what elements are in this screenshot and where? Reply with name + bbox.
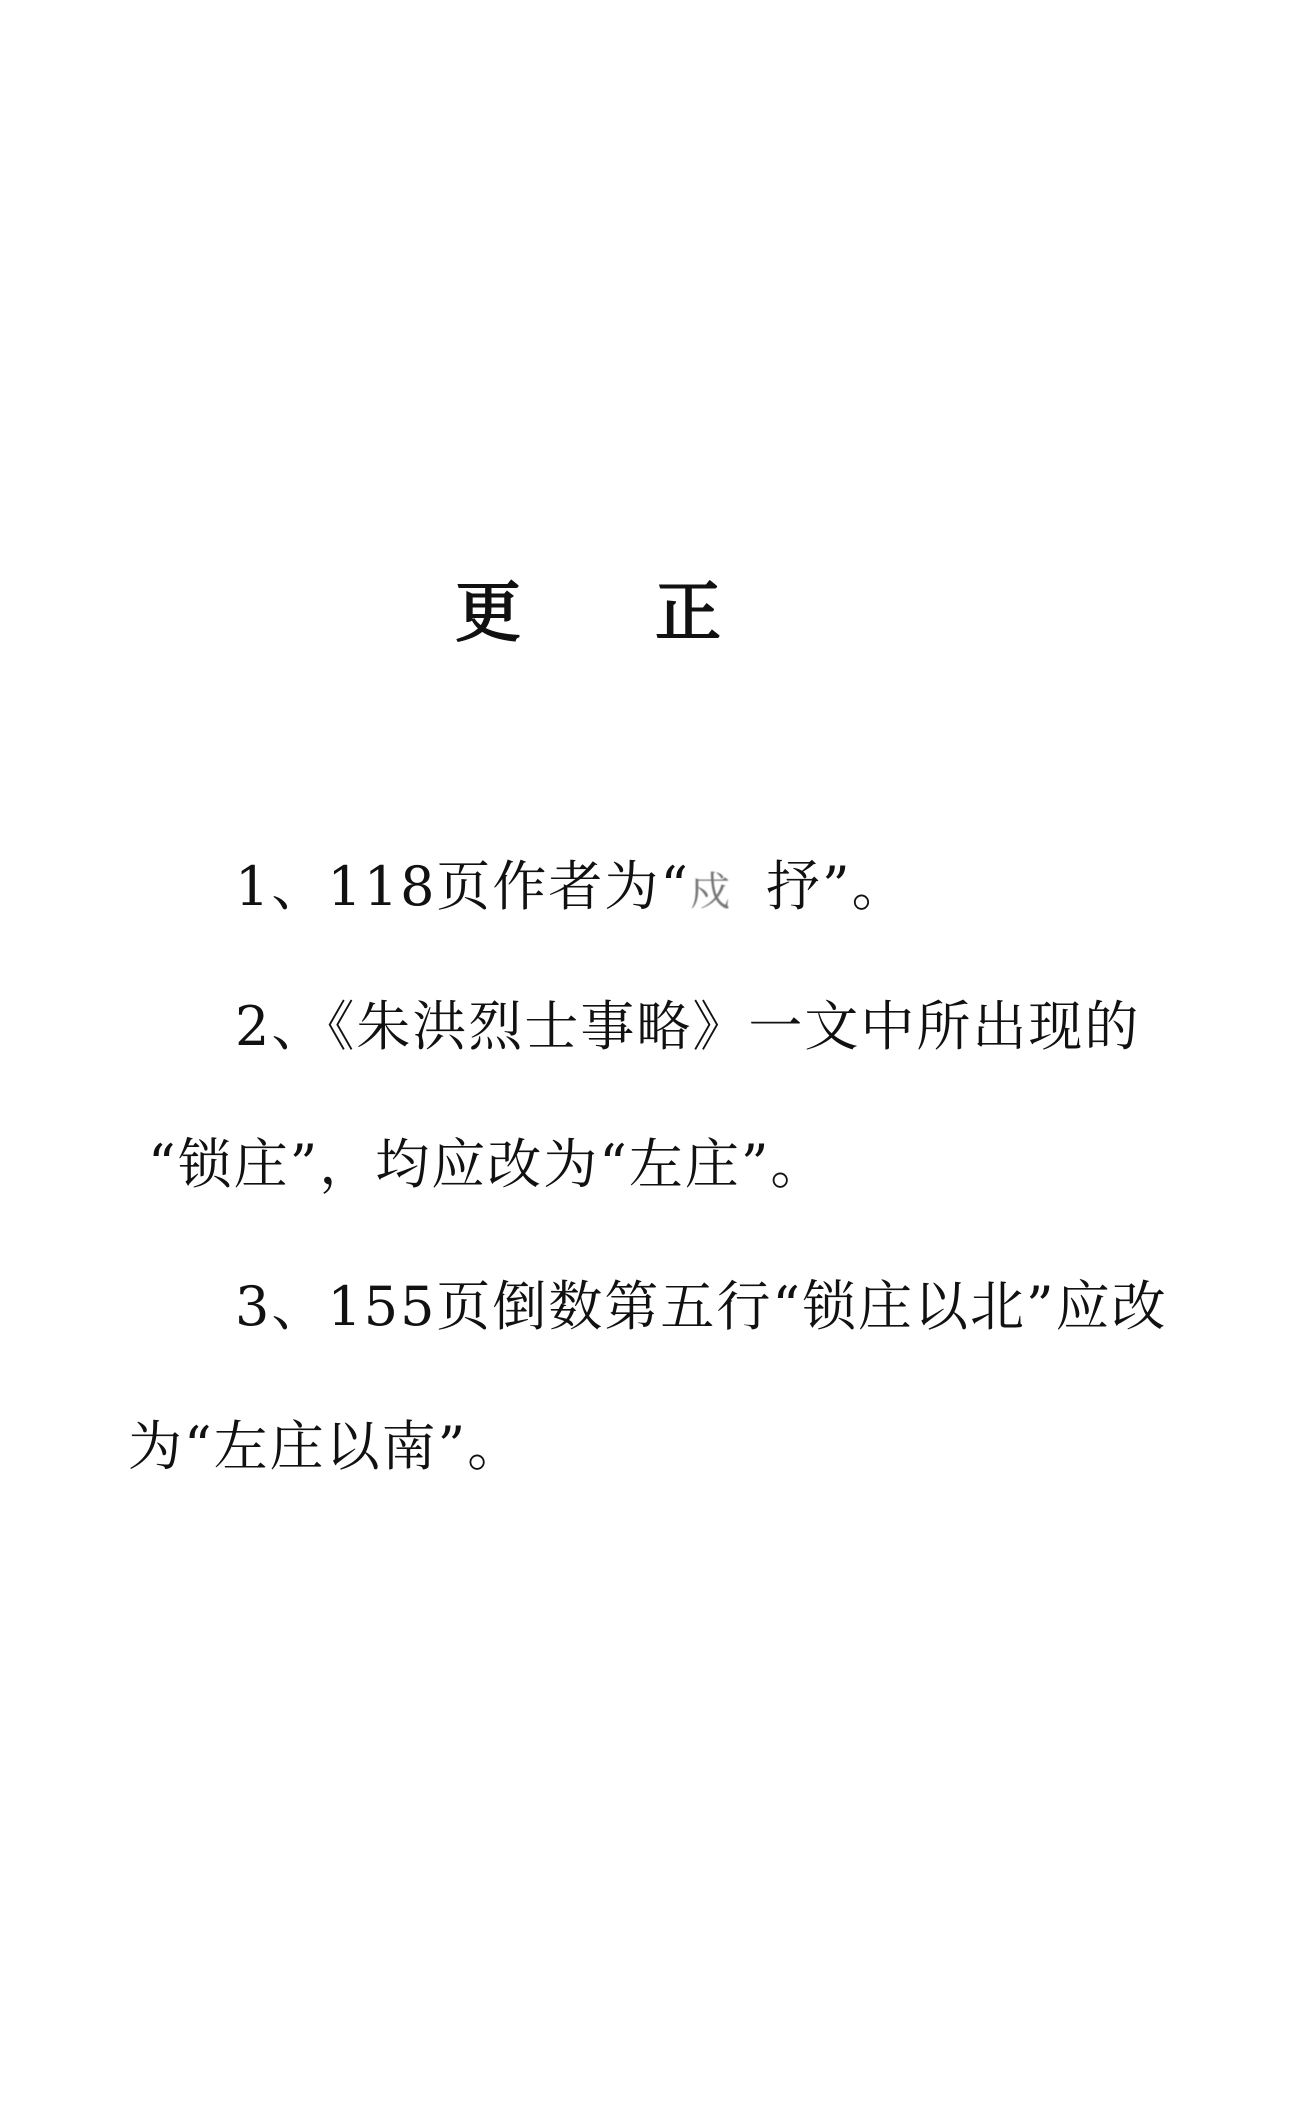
page-title bbox=[455, 568, 755, 658]
correction-item-2-line-1: 2、《朱洪烈士事略》一文中所出现的 bbox=[235, 995, 1141, 1058]
correction-item-1 bbox=[235, 852, 908, 927]
correction-item-3-line-1: 3、155页倒数第五行“锁庄以北”应改 bbox=[235, 1275, 1168, 1338]
title-char-2: 正 bbox=[655, 574, 721, 651]
title-char-1: 更 bbox=[455, 574, 521, 651]
correction-item-1-suffix: 抒”。 bbox=[766, 855, 908, 918]
correction-item-1-prefix: 1、118页作者为“ bbox=[235, 855, 691, 918]
correction-item-1-smudged-char: 戍 bbox=[690, 869, 733, 915]
correction-item-2-line-2: “锁庄”，均应改为“左庄”。 bbox=[148, 1133, 827, 1196]
correction-item-3-line-2: 为“左庄以南”。 bbox=[128, 1415, 524, 1478]
